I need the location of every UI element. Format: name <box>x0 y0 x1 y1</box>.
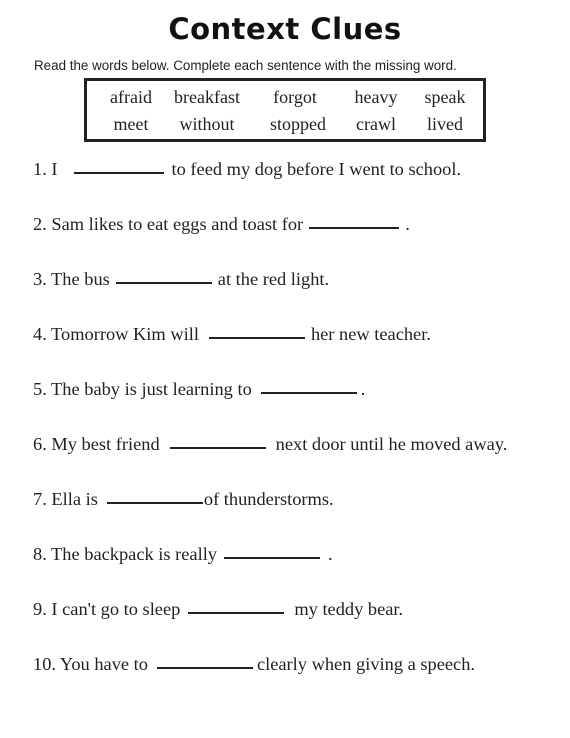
word-bank-word: speak <box>424 87 466 107</box>
question-text: . <box>328 544 333 564</box>
question-text: 5. The baby is just learning to <box>33 379 252 399</box>
word-bank-word: forgot <box>273 87 317 107</box>
word-bank-word: meet <box>113 114 149 134</box>
answer-blank[interactable] <box>209 336 305 339</box>
question-text: of thunderstorms. <box>203 489 334 509</box>
word-bank-word: without <box>179 114 235 134</box>
question-text: 4. Tomorrow Kim will <box>33 324 199 344</box>
instructions: Read the words below. Complete each sentence with the missing word. <box>34 58 457 73</box>
question-text: . <box>405 214 410 234</box>
question-text: next door until he moved away. <box>275 434 508 454</box>
answer-blank[interactable] <box>107 501 203 504</box>
question-text: 8. The backpack is really <box>33 544 218 564</box>
question-text: 6. My best friend <box>33 434 160 454</box>
question-text: 7. Ella is <box>33 489 98 509</box>
word-bank-word: heavy <box>354 87 398 107</box>
question-1 <box>33 159 461 180</box>
answer-blank[interactable] <box>261 391 357 394</box>
word-bank-word: afraid <box>110 87 152 107</box>
question-10 <box>33 654 475 675</box>
answer-blank[interactable] <box>188 611 284 614</box>
answer-blank[interactable] <box>157 666 253 669</box>
question-text: to feed my dog before I went to school. <box>171 159 462 179</box>
question-text: 2. Sam likes to eat eggs and toast for <box>33 214 304 234</box>
question-text: at the red light. <box>217 269 330 289</box>
question-text: 9. I can't go to sleep <box>33 599 181 619</box>
question-3 <box>33 269 329 290</box>
word-bank-word: crawl <box>356 114 396 134</box>
answer-blank[interactable] <box>116 281 212 284</box>
question-4 <box>33 324 431 345</box>
question-7 <box>33 489 334 510</box>
question-2 <box>33 214 410 235</box>
question-text: her new teacher. <box>310 324 431 344</box>
answer-blank[interactable] <box>309 226 399 229</box>
word-bank-word: lived <box>427 114 463 134</box>
question-8 <box>33 544 333 565</box>
question-6 <box>33 434 507 455</box>
word-bank-word: stopped <box>270 114 326 134</box>
question-text: . <box>360 379 366 399</box>
answer-blank[interactable] <box>224 556 320 559</box>
answer-blank[interactable] <box>74 171 164 174</box>
word-bank-word: breakfast <box>174 87 240 107</box>
answer-blank[interactable] <box>170 446 266 449</box>
question-text: 10. You have to <box>33 654 148 674</box>
question-9 <box>33 599 403 620</box>
word-bank <box>84 78 486 142</box>
page-title: Context Clues <box>168 12 402 46</box>
question-5 <box>33 379 365 400</box>
question-text: clearly when giving a speech. <box>256 654 476 674</box>
question-text: 1. I <box>33 159 58 179</box>
question-text: my teddy bear. <box>294 599 404 619</box>
question-text: 3. The bus <box>33 269 110 289</box>
